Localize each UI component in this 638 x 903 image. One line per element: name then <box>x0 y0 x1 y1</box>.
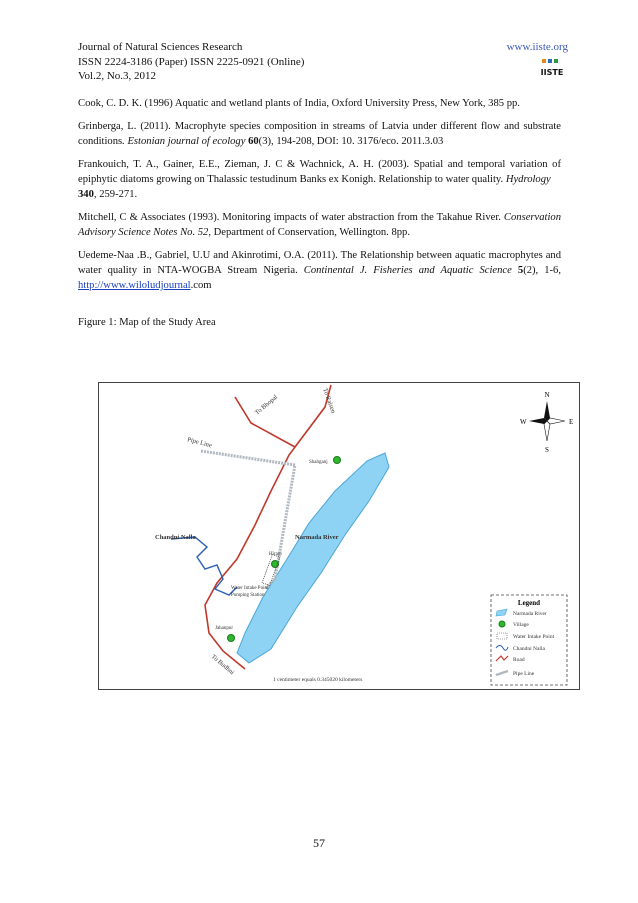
references-list <box>78 96 561 301</box>
journal-volume: Vol.2, No.3, 2012 <box>78 70 157 82</box>
label-hirani: Hirani <box>269 552 282 557</box>
label-to-raisen: To Raisen <box>321 387 337 415</box>
figure-caption: Figure 1: Map of the Study Area <box>78 317 216 328</box>
label-chandni-nalla: Chandni Nalla <box>155 534 196 541</box>
label-narmada-river: Narmada River <box>295 534 339 541</box>
journal-header <box>78 40 568 84</box>
legend-item-river: Narmada River <box>513 611 547 617</box>
journal-issn: ISSN 2224-3186 (Paper) ISSN 2225-0921 (Online) <box>78 55 305 68</box>
map-legend <box>491 595 567 685</box>
reference-item: Grinberga, L. (2011). Macrophyte species composition in streams of Latvia under different flow and substrate conditions. Estonian journal of ecology 60(3), 194-208, DOI: 10. 3176/eco. 2011.3.03 <box>78 121 561 147</box>
village-hirani-marker <box>272 561 279 568</box>
legend-item-road: Road <box>513 657 525 663</box>
reference-item: Uedeme-Naa .B., Gabriel, U.U and Akinrotimi, O.A. (2011). The Relationship between aquatic macrophytes and water quality in NTA-WOGBA Stream Nigeria. Continental J. Fisheries and Aquatic Science 5(2), 1-6, http://www.wiloludjournal.com <box>78 250 562 291</box>
legend-item-pipe: Pipe Line <box>513 671 535 677</box>
chandni-nalla <box>171 537 237 595</box>
reference-item: Mitchell, C & Associates (1993). Monitoring impacts of water abstraction from the Takahue River. Conservation Advisory Science Notes No. 52, Department of Conservation, Wellington. 8pp. <box>78 212 561 238</box>
compass-e: E <box>569 418 574 426</box>
compass-rose <box>520 391 573 454</box>
reference-item: Frankouich, T. A., Gainer, E.E., Zieman, J. C & Wachnick, A. H. (2003). Spatial and temporal variation of epiphytic diatoms growing on Thalassic testudinum Banks ex Konigh. Relationship to water quality. Hydrology 340, 259-271. <box>78 159 561 200</box>
label-pipe-line: Pipe Line <box>186 436 213 450</box>
reference-item: Cook, C. D. K. (1996) Aquatic and wetland plants of India, Oxford University Press, New York, 385 pp. <box>78 98 520 109</box>
village-jaitpur-marker <box>228 635 235 642</box>
page-number: 57 <box>313 836 325 850</box>
legend-village-swatch <box>499 621 505 627</box>
label-jahanpur: Jahanpur <box>215 626 234 631</box>
label-intake-point: Water Intake Point <box>231 586 269 591</box>
legend-item-nalla: Chandni Nalla <box>513 646 545 652</box>
legend-item-village: Village <box>513 622 529 628</box>
label-to-budhni: To Budhni <box>209 653 236 677</box>
narmada-river <box>237 453 389 663</box>
journal-title: Journal of Natural Sciences Research <box>78 41 243 53</box>
compass-w: W <box>520 418 527 426</box>
label-shahganj: Shahganj <box>309 460 328 465</box>
iiste-logo <box>540 56 564 78</box>
label-pumping-station: Pumping Station <box>231 593 265 598</box>
legend-item-intake: Water Intake Point <box>513 634 555 640</box>
legend-title: Legend <box>517 599 541 607</box>
label-to-bhopal: To Bhopal <box>253 393 280 417</box>
journal-url[interactable]: www.iiste.org <box>506 41 568 53</box>
compass-n: N <box>544 391 550 399</box>
logo-text: IISTE <box>540 68 564 77</box>
road-branch <box>295 407 325 447</box>
reference-link[interactable]: http://www.wiloludjournal <box>78 280 191 291</box>
village-shahganj-marker <box>334 457 341 464</box>
study-area-map <box>98 382 580 690</box>
compass-s: S <box>545 446 549 454</box>
map-scale: 1 centimeter equals 0.345020 kilometers <box>273 677 363 683</box>
